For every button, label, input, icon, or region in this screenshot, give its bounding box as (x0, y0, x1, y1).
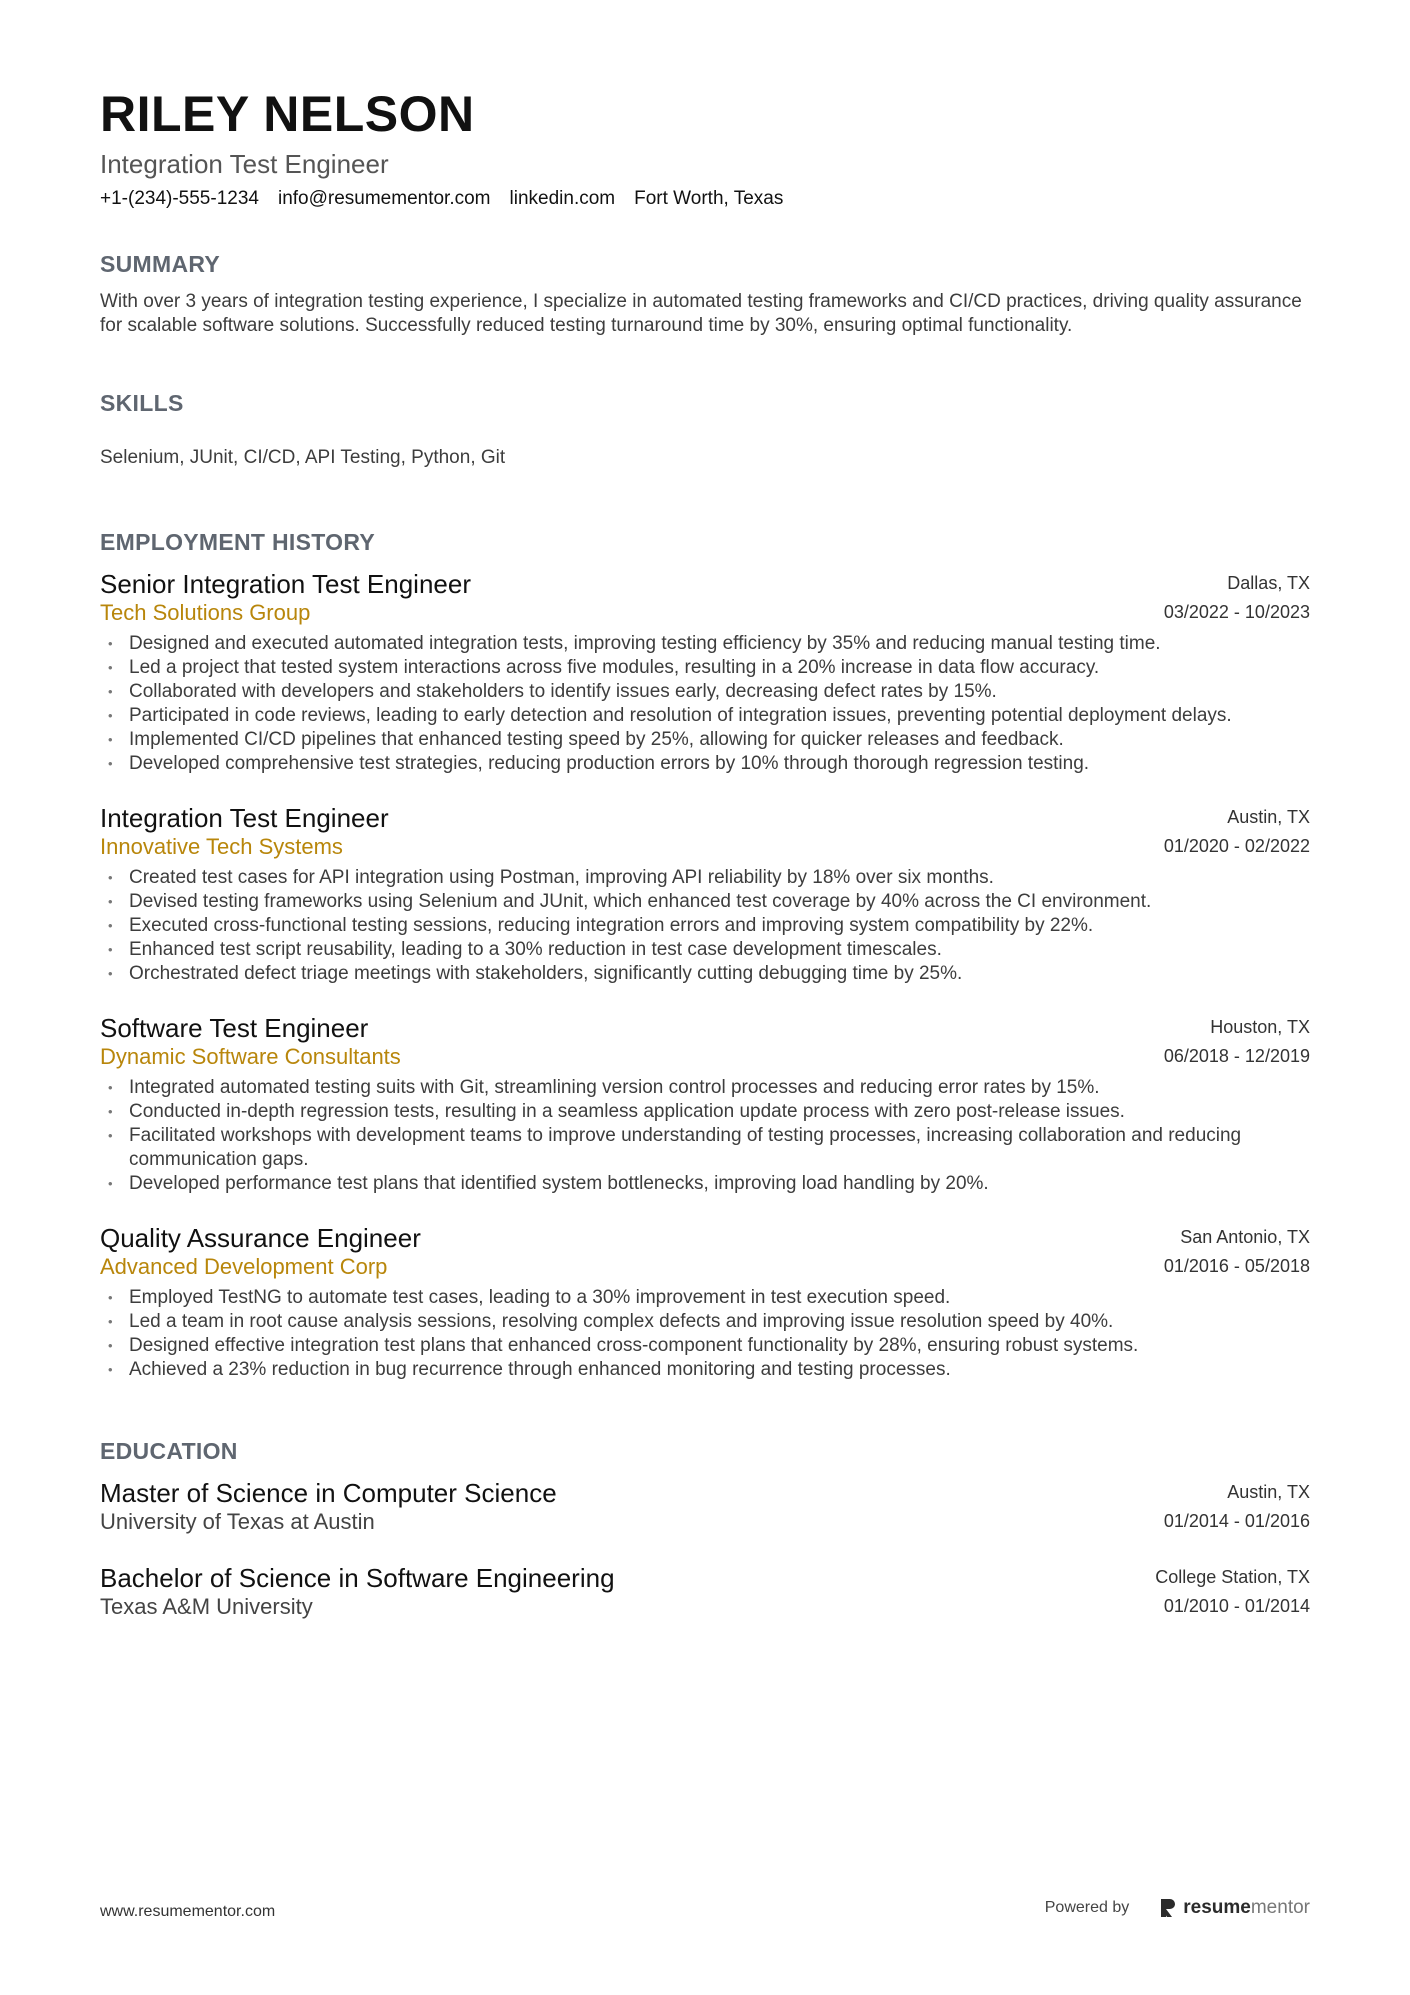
list-item: • Integrated automated testing suits with Git, streamlining version control processes and reducing error rates by 15%. (100, 1076, 1310, 1100)
list-item: • Facilitated workshops with development teams to improve understanding of testing processes, increasing collaboration and reducing communication gaps. (100, 1124, 1310, 1172)
education-dates: 01/2010 - 01/2014 (1163, 1596, 1310, 1616)
list-item: • Designed effective integration test plans that enhanced cross-component functionality by 28%, ensuring robust systems. (100, 1334, 1310, 1358)
list-item: • Led a team in root cause analysis sessions, resolving complex defects and improving issue resolution speed by 40%. (100, 1310, 1310, 1334)
job-entry (100, 569, 1310, 776)
job-dates: 06/2018 - 12/2019 (1163, 1046, 1310, 1066)
job-entry (100, 803, 1310, 986)
list-item: • Orchestrated defect triage meetings with stakeholders, significantly cutting debugging time by 25%. (100, 962, 1310, 986)
job-location: San Antonio, TX (1180, 1227, 1310, 1247)
school: University of Texas at Austin (100, 1509, 375, 1534)
job-title: Quality Assurance Engineer (100, 1223, 421, 1253)
skills-section (100, 388, 1310, 470)
job-title: Integration Test Engineer (100, 803, 389, 833)
job-company: Advanced Development Corp (100, 1254, 388, 1279)
job-entry (100, 1013, 1310, 1196)
job-company: Dynamic Software Consultants (100, 1044, 401, 1069)
job-bullets (100, 632, 1310, 776)
job-bullets (100, 1286, 1310, 1382)
employment-heading: EMPLOYMENT HISTORY (100, 529, 376, 555)
job-bullets (100, 1076, 1310, 1196)
list-item: • Developed comprehensive test strategies, reducing production errors by 10% through thorough regression testing. (100, 752, 1310, 776)
job-location: Dallas, TX (1227, 573, 1310, 593)
resume-page (100, 0, 1310, 1621)
job-dates: 03/2022 - 10/2023 (1163, 602, 1310, 622)
education-heading: EDUCATION (100, 1438, 238, 1464)
education-entry (100, 1563, 1310, 1621)
list-item: • Implemented CI/CD pipelines that enhanced testing speed by 25%, allowing for quicker releases and feedback. (100, 728, 1310, 752)
degree: Master of Science in Computer Science (100, 1478, 557, 1508)
email[interactable]: info@resumementor.com (277, 188, 491, 209)
employment-section (100, 527, 1310, 1382)
job-bullets (100, 866, 1310, 986)
brand-bold: resume (1183, 1897, 1251, 1918)
list-item: • Designed and executed automated integration tests, improving testing efficiency by 35% and reducing manual testing time. (100, 632, 1310, 656)
candidate-name: RILEY NELSON (100, 86, 475, 142)
summary-section (100, 249, 1310, 338)
footer-website[interactable]: www.resumementor.com (100, 1903, 276, 1920)
brand-light: mentor (1250, 1897, 1310, 1918)
list-item: • Achieved a 23% reduction in bug recurrence through enhanced monitoring and testing processes. (100, 1358, 1310, 1382)
resumementor-logo[interactable] (1159, 1897, 1310, 1919)
job-location: Austin, TX (1227, 807, 1310, 827)
job-entry (100, 1223, 1310, 1382)
list-item: • Employed TestNG to automate test cases, leading to a 30% improvement in test execution speed. (100, 1286, 1310, 1310)
job-meta (1164, 803, 1310, 861)
list-item: • Conducted in-depth regression tests, resulting in a seamless application update process with zero post-release issues. (100, 1100, 1310, 1124)
job-company: Tech Solutions Group (100, 600, 311, 625)
job-title: Senior Integration Test Engineer (100, 569, 471, 599)
list-item: • Participated in code reviews, leading to early detection and resolution of integration issues, preventing potential deployment delays. (100, 704, 1310, 728)
location: Fort Worth, Texas (634, 188, 784, 209)
education-meta (1164, 1478, 1310, 1536)
list-item: • Developed performance test plans that identified system bottlenecks, improving load handling by 20%. (100, 1172, 1310, 1196)
list-item: • Devised testing frameworks using Selenium and JUnit, which enhanced test coverage by 40% across the CI environment. (100, 890, 1310, 914)
degree: Bachelor of Science in Software Engineering (100, 1563, 615, 1593)
education-entry (100, 1478, 1310, 1536)
list-item: • Executed cross-functional testing sessions, reducing integration errors and improving system compatibility by 22%. (100, 914, 1310, 938)
education-section (100, 1436, 1310, 1621)
contact-line (100, 186, 1310, 212)
skills-text: Selenium, JUnit, CI/CD, API Testing, Python, Git (100, 447, 506, 468)
list-item: • Enhanced test script reusability, leading to a 30% reduction in test case development timescales. (100, 938, 1310, 962)
powered-by-label: Powered by (1044, 1899, 1130, 1916)
phone[interactable]: +1-(234)-555-1234 (100, 188, 259, 209)
job-dates: 01/2020 - 02/2022 (1163, 836, 1310, 856)
summary-heading: SUMMARY (100, 251, 221, 277)
job-meta (1164, 1223, 1310, 1281)
footer-powered (1045, 1897, 1310, 1919)
job-location: Houston, TX (1210, 1017, 1310, 1037)
education-dates: 01/2014 - 01/2016 (1163, 1511, 1310, 1531)
candidate-title: Integration Test Engineer (100, 149, 389, 179)
job-dates: 01/2016 - 05/2018 (1163, 1256, 1310, 1276)
job-meta (1164, 569, 1310, 627)
resumementor-logo-icon (1159, 1897, 1177, 1919)
skills-heading: SKILLS (100, 390, 184, 416)
list-item: • Led a project that tested system interactions across five modules, resulting in a 20% increase in data flow accuracy. (100, 656, 1310, 680)
school: Texas A&M University (100, 1594, 313, 1619)
job-company: Innovative Tech Systems (100, 834, 343, 859)
linkedin[interactable]: linkedin.com (509, 188, 616, 209)
job-title: Software Test Engineer (100, 1013, 369, 1043)
job-meta (1164, 1013, 1310, 1071)
education-location: College Station, TX (1155, 1567, 1310, 1587)
list-item: • Collaborated with developers and stakeholders to identify issues early, decreasing defect rates by 15%. (100, 680, 1310, 704)
list-item: • Created test cases for API integration using Postman, improving API reliability by 18% over six months. (100, 866, 1310, 890)
summary-text: With over 3 years of integration testing experience, I specialize in automated testing frameworks and CI/CD practices, driving quality assurance for scalable software solutions. Successfully reduced testing turnaround time by 30%, ensuring optimal functionality. (100, 291, 1302, 336)
education-location: Austin, TX (1227, 1482, 1310, 1502)
education-meta (1155, 1563, 1310, 1621)
